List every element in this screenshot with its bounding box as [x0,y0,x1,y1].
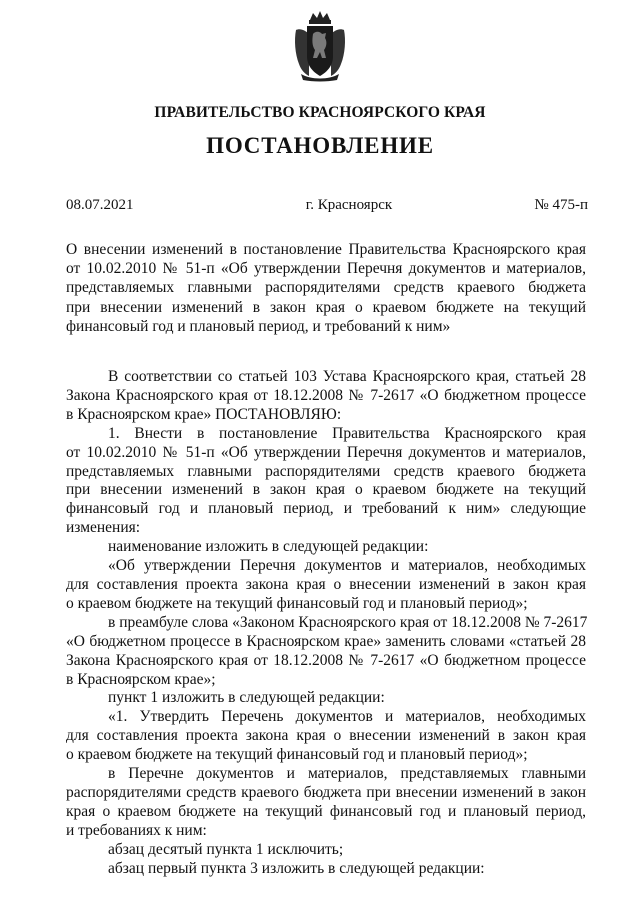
body-line: в Красноярском крае»; [66,670,216,688]
coat-of-arms-icon [293,10,347,82]
subject-line: от 10.02.2010 № 51-п «Об утверждении Перечня документов и материалов, [66,260,586,278]
body-line: «1. Утвердить Перечень документов и материалов, необходимых [108,708,586,726]
government-name: ПРАВИТЕЛЬСТВО КРАСНОЯРСКОГО КРАЯ [154,104,486,121]
document-meta [66,197,588,214]
subject-line: представляемых главными распорядителями средств краевого бюджета [66,279,586,297]
body-line: распорядителями средств краевого бюджета при внесении изменений в закон [66,783,586,801]
body-line: о краевом бюджете на текущий финансовый год и плановый период»; [66,746,528,764]
body-line: при внесении изменений в закон края о краевом бюджете на текущий [66,481,586,499]
body-line: 1. Внести в постановление Правительства Красноярского края [108,424,586,442]
body-line: и требованиях к ним: [66,821,207,839]
body-line: абзац первый пункта 3 изложить в следующей редакции: [108,859,485,877]
body-line: в Перечне документов и материалов, представляемых главными [108,765,586,783]
body-line: для составления проекта закона края о внесении изменений в закон края [66,575,586,593]
body-line: в Красноярском крае» ПОСТАНОВЛЯЮ: [66,405,342,423]
body-line: от 10.02.2010 № 51-п «Об утверждении Перечня документов и материалов, [66,443,586,461]
document-number: № 475-п [534,197,588,213]
subject-line: финансовый год и плановый период, и требований к ним» [66,317,451,335]
body-line: о краевом бюджете на текущий финансовый год и плановый период»; [66,594,528,612]
document-city: г. Красноярск [305,197,393,213]
body-line: абзац десятый пункта 1 исключить; [108,840,344,858]
body-line: представляемых главными распорядителями средств краевого бюджета [66,462,586,480]
document-body [66,368,586,878]
body-line: финансовый год и плановый период, и требований к ним» следующие [66,500,586,518]
body-line: Закона Красноярского края от 18.12.2008 № 7-2617 «О бюджетном процессе [66,651,586,669]
subject-line: О внесении изменений в постановление Правительства Красноярского края [66,241,586,258]
body-line: в преамбуле слова «Законом Красноярского края от 18.12.2008 № 7-2617 [108,613,588,631]
document-date: 08.07.2021 [66,197,134,213]
body-line: края о краевом бюджете на текущий финансовый год и плановый период, [66,802,586,820]
document-subject [66,240,586,336]
body-line: В соответствии со статьей 103 Устава Красноярского края, статьей 28 [108,368,586,385]
body-line: для составления проекта закона края о внесении изменений в закон края [66,727,586,745]
body-line: «Об утверждении Перечня документов и материалов, необходимых [108,557,586,575]
body-line: пункт 1 изложить в следующей редакции: [108,689,385,707]
body-line: изменения: [66,519,141,537]
document-type-title: ПОСТАНОВЛЕНИЕ [206,133,434,158]
body-line: «О бюджетном процессе в Красноярском крае» заменить словами «статьей 28 [66,632,586,650]
body-line: Закона Красноярского края от 18.12.2008 № 7-2617 «О бюджетном процессе [66,386,586,404]
subject-line: при внесении изменений в закон края о краевом бюджете на текущий [66,298,586,316]
body-line: наименование изложить в следующей редакции: [108,538,429,556]
